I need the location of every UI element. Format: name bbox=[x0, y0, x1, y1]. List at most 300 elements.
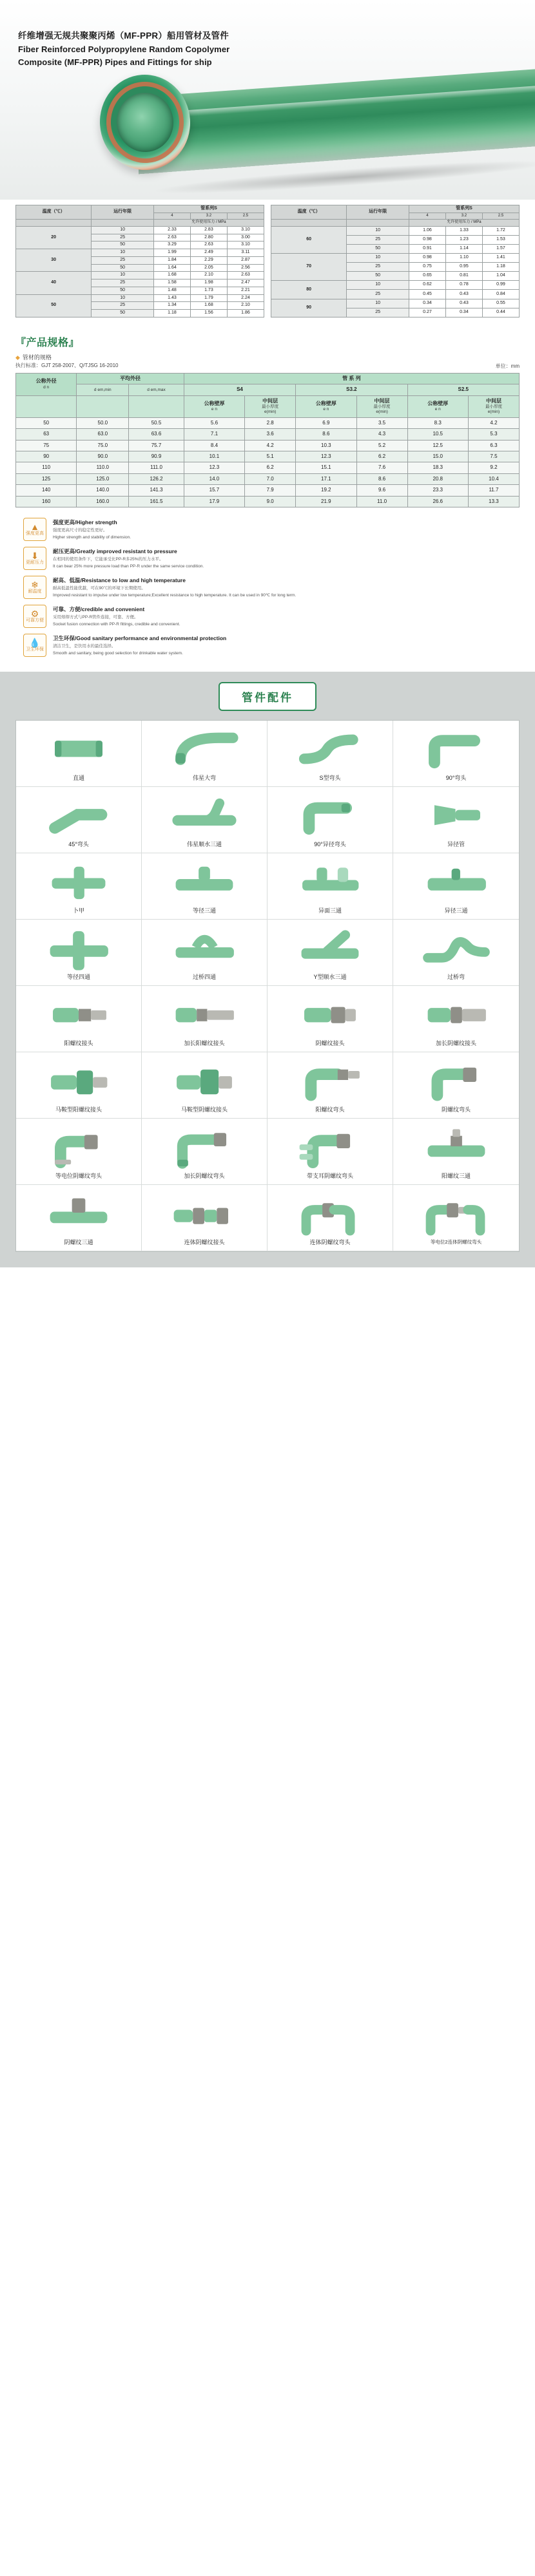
mean-min-cell: 160.0 bbox=[77, 496, 129, 507]
th-mean-min bbox=[77, 384, 129, 395]
feature-item bbox=[23, 605, 520, 628]
th-years-left: 运行年限 bbox=[92, 205, 154, 220]
dn-cell: 90 bbox=[16, 451, 77, 462]
hero-title-en-line1: Fiber Reinforced Polypropylene Random Copolymer bbox=[18, 44, 230, 54]
fitting-label: 过桥弯 bbox=[447, 973, 465, 980]
pressure-cell: 2.10 bbox=[227, 302, 264, 310]
th-s4-mid bbox=[245, 395, 296, 417]
table-row bbox=[16, 462, 520, 473]
fitting-label: 90°异径弯头 bbox=[314, 840, 346, 848]
pressure-cell: 0.98 bbox=[409, 254, 445, 263]
th-series-group: 管 系 列 bbox=[184, 373, 519, 384]
th-s4-en-sym: e n bbox=[211, 407, 217, 412]
temp-cell: 60 bbox=[271, 226, 347, 253]
fitting-cell[interactable] bbox=[268, 721, 393, 787]
th-blank-right-1 bbox=[271, 220, 347, 227]
feature-desc-cn: 强度更高尺寸的稳定性更好。 bbox=[53, 527, 108, 533]
s32-mid-cell: 7.6 bbox=[356, 462, 407, 473]
elbow90-icon bbox=[396, 724, 516, 772]
fitting-cell[interactable] bbox=[142, 1185, 268, 1251]
s32-mid-cell: 3.5 bbox=[356, 417, 407, 428]
table-row bbox=[16, 496, 520, 507]
fitting-label: 连体阴螺纹弯头 bbox=[309, 1238, 351, 1245]
mean-max-cell: 111.0 bbox=[129, 462, 184, 473]
s25-en-cell: 8.3 bbox=[407, 417, 468, 428]
feature-glyph: ⬇ bbox=[31, 551, 39, 562]
female-adapter-icon bbox=[270, 990, 390, 1037]
cross-short-icon bbox=[19, 857, 139, 905]
long-female-adapter-icon bbox=[396, 990, 516, 1037]
feature-desc-en: Socket fusion connection with PP-R fittings, credible and convenient. bbox=[53, 622, 180, 627]
mean-max-cell: 141.3 bbox=[129, 485, 184, 496]
fitting-cell[interactable] bbox=[16, 1119, 142, 1185]
temperature-table-left-body bbox=[16, 226, 264, 317]
fitting-label: 45°弯头 bbox=[68, 840, 89, 848]
temperature-table-right bbox=[271, 205, 520, 317]
feature-desc-cn: 采用熔焊方式与PP-R管件连接，可靠、方便。 bbox=[53, 614, 139, 620]
twin-female-adapter-icon bbox=[144, 1189, 264, 1236]
fitting-label: 加长阳螺纹接头 bbox=[184, 1039, 225, 1046]
th-s32-en-cn: 公称壁厚 bbox=[315, 400, 336, 406]
pressure-cell: 2.63 bbox=[153, 234, 190, 242]
pressure-cell: 0.43 bbox=[445, 290, 482, 299]
table-row bbox=[16, 226, 264, 234]
years-cell: 50 bbox=[92, 242, 154, 249]
pressure-cell: 1.73 bbox=[190, 287, 227, 294]
th-s4-mid-sym: e(min) bbox=[264, 410, 277, 415]
pressure-cell: 1.68 bbox=[153, 272, 190, 279]
pressure-cell: 0.62 bbox=[409, 281, 445, 290]
years-cell: 50 bbox=[347, 272, 409, 281]
gallery-title-wrap bbox=[15, 682, 520, 711]
temp-cell: 80 bbox=[271, 281, 347, 299]
pressure-cell: 1.33 bbox=[445, 226, 482, 235]
pressure-cell: 2.49 bbox=[190, 249, 227, 257]
temp-cell: 20 bbox=[16, 226, 92, 249]
pressure-cell: 1.68 bbox=[190, 302, 227, 310]
th-s32: S3.2 bbox=[296, 384, 407, 395]
years-cell: 10 bbox=[92, 249, 154, 257]
elbow45-icon bbox=[19, 791, 139, 838]
pressure-cell: 3.10 bbox=[227, 226, 264, 234]
mean-max-cell: 90.9 bbox=[129, 451, 184, 462]
pressure-cell: 2.21 bbox=[227, 287, 264, 294]
pressure-cell: 2.05 bbox=[190, 264, 227, 272]
th-s32-left: 3.2 bbox=[190, 213, 227, 220]
feature-title: 耐高、低温/Resistance to low and high temperature bbox=[53, 576, 186, 583]
years-cell: 10 bbox=[347, 281, 409, 290]
feature-icon-label: 耐温度 bbox=[28, 589, 42, 594]
mean-min-cell: 75.0 bbox=[77, 440, 129, 451]
th-dn bbox=[16, 373, 77, 395]
s4-mid-cell: 7.9 bbox=[245, 485, 296, 496]
sweep-tee-icon bbox=[144, 791, 264, 838]
pressure-cell: 1.48 bbox=[153, 287, 190, 294]
fitting-cell[interactable] bbox=[16, 853, 142, 920]
pressure-cell: 1.58 bbox=[153, 279, 190, 287]
fitting-cell[interactable] bbox=[142, 1119, 268, 1185]
th-temp-left: 温度（℃） bbox=[16, 205, 92, 220]
s25-mid-cell: 6.3 bbox=[468, 440, 519, 451]
th-s32-en bbox=[296, 395, 356, 417]
mean-max-cell: 161.5 bbox=[129, 496, 184, 507]
feature-title: 卫生环保/Good sanitary performance and environmental protection bbox=[53, 634, 227, 641]
temp-cell: 50 bbox=[16, 294, 92, 317]
th-s32-mid-sym: e(min) bbox=[376, 410, 388, 415]
mean-min-cell: 90.0 bbox=[77, 451, 129, 462]
pressure-cell: 1.79 bbox=[190, 294, 227, 302]
fitting-cell[interactable] bbox=[268, 1119, 393, 1185]
s25-en-cell: 15.0 bbox=[407, 451, 468, 462]
pressure-cell: 1.14 bbox=[445, 244, 482, 253]
table-row bbox=[16, 294, 264, 302]
product-spec-section bbox=[0, 328, 535, 511]
pressure-cell: 0.91 bbox=[409, 244, 445, 253]
s32-mid-cell: 6.2 bbox=[356, 451, 407, 462]
fitting-cell[interactable] bbox=[268, 986, 393, 1052]
pressure-cell: 0.65 bbox=[409, 272, 445, 281]
fitting-label: 连体阴螺纹接头 bbox=[184, 1238, 225, 1245]
s25-mid-cell: 4.2 bbox=[468, 417, 519, 428]
th-pressure-right: 允许使用压力 / MPa bbox=[409, 220, 519, 227]
fitting-cell[interactable] bbox=[268, 1185, 393, 1251]
th-s4-mid-sub: 最小厚度 bbox=[262, 404, 279, 409]
pressure-cell: 1.41 bbox=[482, 254, 519, 263]
tee-icon bbox=[144, 857, 264, 905]
th-mean-max-sym: d em,max bbox=[147, 388, 166, 393]
pressure-cell: 0.78 bbox=[445, 281, 482, 290]
th-s25-mid-sub: 最小厚度 bbox=[485, 404, 502, 409]
fitting-cell[interactable] bbox=[142, 787, 268, 853]
female-elbow-icon bbox=[396, 1056, 516, 1104]
th-mean-od: 平均外径 bbox=[77, 373, 184, 384]
th-series-right: 管系列S bbox=[409, 205, 519, 213]
gallery-title: 管件配件 bbox=[219, 682, 316, 711]
th-dn-cn: 公称外径 bbox=[35, 378, 57, 384]
s32-mid-cell: 8.6 bbox=[356, 473, 407, 484]
pressure-cell: 1.18 bbox=[482, 263, 519, 272]
s25-en-cell: 20.8 bbox=[407, 473, 468, 484]
years-cell: 25 bbox=[92, 256, 154, 264]
th-blank-c bbox=[129, 395, 184, 417]
pressure-cell: 0.81 bbox=[445, 272, 482, 281]
feature-item bbox=[23, 547, 520, 570]
table-row bbox=[271, 226, 520, 235]
spec-standard: 执行标准：GJT 258-2007、Q/TJSG 16-2010 bbox=[15, 362, 119, 368]
hero-title-block bbox=[18, 30, 229, 69]
fitting-cell[interactable] bbox=[16, 787, 142, 853]
pressure-cell: 0.84 bbox=[482, 290, 519, 299]
years-cell: 25 bbox=[92, 279, 154, 287]
s4-mid-cell: 7.0 bbox=[245, 473, 296, 484]
s32-en-cell: 21.9 bbox=[296, 496, 356, 507]
spec-unit: 单位：mm bbox=[495, 363, 520, 369]
fitting-cell[interactable] bbox=[16, 986, 142, 1052]
fitting-cell[interactable] bbox=[16, 721, 142, 787]
sanitary-icon bbox=[23, 634, 46, 657]
spec-table-body bbox=[16, 417, 520, 507]
s25-en-cell: 10.5 bbox=[407, 429, 468, 440]
s4-en-cell: 12.3 bbox=[184, 462, 244, 473]
s25-en-cell: 18.3 bbox=[407, 462, 468, 473]
reducer-icon bbox=[396, 791, 516, 838]
pressure-cell: 2.33 bbox=[153, 226, 190, 234]
th-s32-en-sym: e n bbox=[323, 407, 329, 412]
temp-cell: 70 bbox=[271, 254, 347, 281]
pressure-cell: 3.00 bbox=[227, 234, 264, 242]
s32-en-cell: 15.1 bbox=[296, 462, 356, 473]
pressure-cell: 3.11 bbox=[227, 249, 264, 257]
fitting-cell[interactable] bbox=[393, 787, 519, 853]
mean-min-cell: 140.0 bbox=[77, 485, 129, 496]
th-dn-sym: d n bbox=[43, 384, 50, 390]
fitting-cell[interactable] bbox=[393, 1185, 519, 1251]
pressure-cell: 3.29 bbox=[153, 242, 190, 249]
fitting-label: 阳螺纹三通 bbox=[441, 1172, 471, 1179]
feature-title: 可靠、方便/credible and convenient bbox=[53, 605, 145, 612]
mean-max-cell: 50.5 bbox=[129, 417, 184, 428]
pressure-cell: 0.27 bbox=[409, 308, 445, 317]
feature-glyph: 💧 bbox=[29, 638, 41, 649]
fitting-cell[interactable] bbox=[142, 986, 268, 1052]
years-cell: 25 bbox=[347, 290, 409, 299]
s25-en-cell: 12.5 bbox=[407, 440, 468, 451]
th-s25-mid-sym: e(min) bbox=[487, 410, 500, 415]
table-row bbox=[16, 417, 520, 428]
long-bend-icon bbox=[144, 724, 264, 772]
reducing-elbow-icon bbox=[270, 791, 390, 838]
pressure-icon bbox=[23, 547, 46, 570]
fitting-label: 阳螺纹接头 bbox=[64, 1039, 93, 1046]
product-brochure-page bbox=[0, 0, 535, 1267]
temperature-table-left bbox=[15, 205, 264, 317]
s25-mid-cell: 7.5 bbox=[468, 451, 519, 462]
th-s25-en bbox=[407, 395, 468, 417]
feature-desc-cn: 清洁卫生，是饮用水的最佳选择。 bbox=[53, 643, 116, 649]
hero-title-en-line2: Composite (MF-PPR) Pipes and Fittings for ship bbox=[18, 57, 212, 68]
bridge-cross-icon bbox=[144, 923, 264, 971]
s32-mid-cell: 4.3 bbox=[356, 429, 407, 440]
pressure-cell: 1.23 bbox=[445, 235, 482, 244]
fitting-label: 过桥四通 bbox=[192, 973, 216, 980]
female-tee-icon bbox=[19, 1189, 139, 1236]
feature-item bbox=[23, 518, 520, 541]
s4-mid-cell: 5.1 bbox=[245, 451, 296, 462]
fitting-label: 加长阴螺纹接头 bbox=[435, 1039, 476, 1046]
fitting-cell[interactable] bbox=[393, 721, 519, 787]
fitting-cell[interactable] bbox=[393, 1119, 519, 1185]
th-blank-b bbox=[77, 395, 129, 417]
pressure-cell: 0.55 bbox=[482, 299, 519, 308]
fitting-label: Y型顺水三通 bbox=[313, 973, 347, 980]
years-cell: 25 bbox=[92, 302, 154, 310]
equipotential-elbow-icon bbox=[19, 1122, 139, 1170]
th-s25-mid bbox=[468, 395, 519, 417]
years-cell: 10 bbox=[347, 299, 409, 308]
feature-title: 强度更高/Higher strength bbox=[53, 518, 117, 526]
long-male-adapter-icon bbox=[144, 990, 264, 1037]
saddle-female-icon bbox=[144, 1056, 264, 1104]
dn-cell: 63 bbox=[16, 429, 77, 440]
dn-cell: 125 bbox=[16, 473, 77, 484]
pipe-body bbox=[139, 68, 535, 175]
fitting-label: 等径四通 bbox=[66, 973, 90, 980]
fitting-cell[interactable] bbox=[142, 920, 268, 986]
s32-en-cell: 19.2 bbox=[296, 485, 356, 496]
feature-text bbox=[53, 518, 131, 541]
feature-desc-cn: 耐高低温性能优越，可在90℃的环境下长期使用。 bbox=[53, 585, 146, 591]
s4-mid-cell: 4.2 bbox=[245, 440, 296, 451]
fitting-cell[interactable] bbox=[142, 853, 268, 920]
mean-max-cell: 75.7 bbox=[129, 440, 184, 451]
fitting-label: 卜甲 bbox=[72, 907, 84, 914]
s25-en-cell: 26.6 bbox=[407, 496, 468, 507]
fitting-label: 伟星大弯 bbox=[192, 774, 216, 781]
pressure-cell: 2.80 bbox=[190, 234, 227, 242]
mean-min-cell: 50.0 bbox=[77, 417, 129, 428]
s4-en-cell: 15.7 bbox=[184, 485, 244, 496]
th-pressure-left: 允许使用压力 / MPa bbox=[153, 220, 264, 227]
table-row bbox=[16, 473, 520, 484]
long-female-elbow-icon bbox=[144, 1122, 264, 1170]
s25-mid-cell: 11.7 bbox=[468, 485, 519, 496]
fitting-cell[interactable] bbox=[16, 1185, 142, 1251]
pressure-cell: 1.43 bbox=[153, 294, 190, 302]
pressure-cell: 2.87 bbox=[227, 256, 264, 264]
mean-max-cell: 126.2 bbox=[129, 473, 184, 484]
fitting-cell[interactable] bbox=[142, 1052, 268, 1119]
fittings-grid bbox=[15, 720, 520, 1252]
pressure-cell: 1.34 bbox=[153, 302, 190, 310]
fitting-cell[interactable] bbox=[393, 1052, 519, 1119]
feature-icon-label: 卫生环保 bbox=[26, 647, 44, 652]
fitting-label: 阴螺纹弯头 bbox=[441, 1106, 471, 1113]
fitting-cell[interactable] bbox=[268, 920, 393, 986]
s4-en-cell: 10.1 bbox=[184, 451, 244, 462]
pressure-cell: 0.34 bbox=[409, 299, 445, 308]
features-section bbox=[0, 511, 535, 672]
spec-bullet-label bbox=[15, 353, 520, 361]
s32-mid-cell: 11.0 bbox=[356, 496, 407, 507]
s32-en-cell: 6.9 bbox=[296, 417, 356, 428]
fitting-label: 加长阴螺纹弯头 bbox=[184, 1172, 225, 1179]
fitting-cell[interactable] bbox=[268, 1052, 393, 1119]
fitting-cell[interactable] bbox=[393, 853, 519, 920]
fitting-label: 等电位阴螺纹弯头 bbox=[55, 1172, 102, 1179]
s4-en-cell: 8.4 bbox=[184, 440, 244, 451]
table-row bbox=[271, 281, 520, 290]
table-row bbox=[16, 451, 520, 462]
fitting-cell[interactable] bbox=[268, 853, 393, 920]
crossover-bend-icon bbox=[396, 923, 516, 971]
fitting-cell[interactable] bbox=[16, 920, 142, 986]
fitting-label: 带支耳阴螺纹弯头 bbox=[306, 1172, 353, 1179]
temp-cell: 40 bbox=[16, 272, 92, 294]
th-s25-right: 2.5 bbox=[482, 213, 519, 220]
years-cell: 50 bbox=[92, 264, 154, 272]
years-cell: 50 bbox=[92, 287, 154, 294]
pressure-cell: 1.56 bbox=[190, 310, 227, 317]
s4-en-cell: 17.9 bbox=[184, 496, 244, 507]
th-s32-mid bbox=[356, 395, 407, 417]
dn-cell: 110 bbox=[16, 462, 77, 473]
pressure-cell: 2.29 bbox=[190, 256, 227, 264]
fitting-label: 等电位2连体阴螺纹弯头 bbox=[430, 1238, 482, 1245]
dn-cell: 75 bbox=[16, 440, 77, 451]
s4-en-cell: 5.6 bbox=[184, 417, 244, 428]
pressure-cell: 0.98 bbox=[409, 235, 445, 244]
fitting-cell[interactable] bbox=[268, 787, 393, 853]
th-temp-right: 温度（℃） bbox=[271, 205, 347, 220]
feature-desc-en: Smooth and sanitary, being good selection for drinkable water system. bbox=[53, 651, 183, 656]
pressure-cell: 1.72 bbox=[482, 226, 519, 235]
hero-banner bbox=[0, 0, 535, 200]
spec-bullet-text: 管材的规格 bbox=[22, 354, 52, 361]
feature-glyph: ❄ bbox=[31, 580, 39, 591]
feature-text bbox=[53, 576, 296, 599]
th-s25-en-sym: e n bbox=[434, 407, 441, 412]
cross-icon bbox=[19, 923, 139, 971]
lugged-elbow-icon bbox=[270, 1122, 390, 1170]
pressure-cell: 0.44 bbox=[482, 308, 519, 317]
twin-equipotential-elbow-icon bbox=[396, 1189, 516, 1236]
years-cell: 10 bbox=[92, 226, 154, 234]
pressure-cell: 1.57 bbox=[482, 244, 519, 253]
fitting-cell[interactable] bbox=[142, 721, 268, 787]
pressure-cell: 1.10 bbox=[445, 254, 482, 263]
pressure-cell: 2.83 bbox=[190, 226, 227, 234]
fittings-gallery-section bbox=[0, 672, 535, 1267]
pressure-cell: 0.34 bbox=[445, 308, 482, 317]
th-s4-left: 4 bbox=[153, 213, 190, 220]
years-cell: 10 bbox=[347, 254, 409, 263]
th-series-left: 管系列S bbox=[153, 205, 264, 213]
fitting-cell[interactable] bbox=[393, 920, 519, 986]
pressure-cell: 0.43 bbox=[445, 299, 482, 308]
pressure-cell: 1.98 bbox=[190, 279, 227, 287]
fitting-cell[interactable] bbox=[16, 1052, 142, 1119]
reliable-icon bbox=[23, 605, 46, 628]
table-row bbox=[271, 254, 520, 263]
temperature-icon bbox=[23, 576, 46, 599]
feature-desc-cn: 在相同的使用条件下，它能承受比PP-R多25%的压力水平。 bbox=[53, 556, 164, 562]
feature-glyph: ▲ bbox=[30, 522, 39, 533]
fitting-label: 阴螺纹三通 bbox=[64, 1238, 93, 1245]
pressure-cell: 2.63 bbox=[227, 272, 264, 279]
temp-cell: 30 bbox=[16, 249, 92, 272]
th-s4-en-cn: 公称壁厚 bbox=[204, 400, 225, 406]
years-cell: 10 bbox=[347, 226, 409, 235]
dn-cell: 50 bbox=[16, 417, 77, 428]
fitting-cell[interactable] bbox=[393, 986, 519, 1052]
pressure-cell: 1.04 bbox=[482, 272, 519, 281]
spec-table bbox=[15, 373, 520, 507]
th-s4-en bbox=[184, 395, 244, 417]
fitting-label: 异径三通 bbox=[444, 907, 468, 914]
dn-cell: 140 bbox=[16, 485, 77, 496]
temperature-table-right-body bbox=[271, 226, 520, 317]
th-s25-mid-cn: 中间层 bbox=[485, 397, 501, 404]
years-cell: 25 bbox=[347, 308, 409, 317]
pressure-cell: 2.47 bbox=[227, 279, 264, 287]
s32-en-cell: 8.6 bbox=[296, 429, 356, 440]
pressure-cell: 0.45 bbox=[409, 290, 445, 299]
feature-icon-label: 更耐压力 bbox=[26, 560, 44, 565]
temp-cell: 90 bbox=[271, 299, 347, 317]
mean-min-cell: 63.0 bbox=[77, 429, 129, 440]
table-row bbox=[16, 440, 520, 451]
s4-mid-cell: 2.8 bbox=[245, 417, 296, 428]
